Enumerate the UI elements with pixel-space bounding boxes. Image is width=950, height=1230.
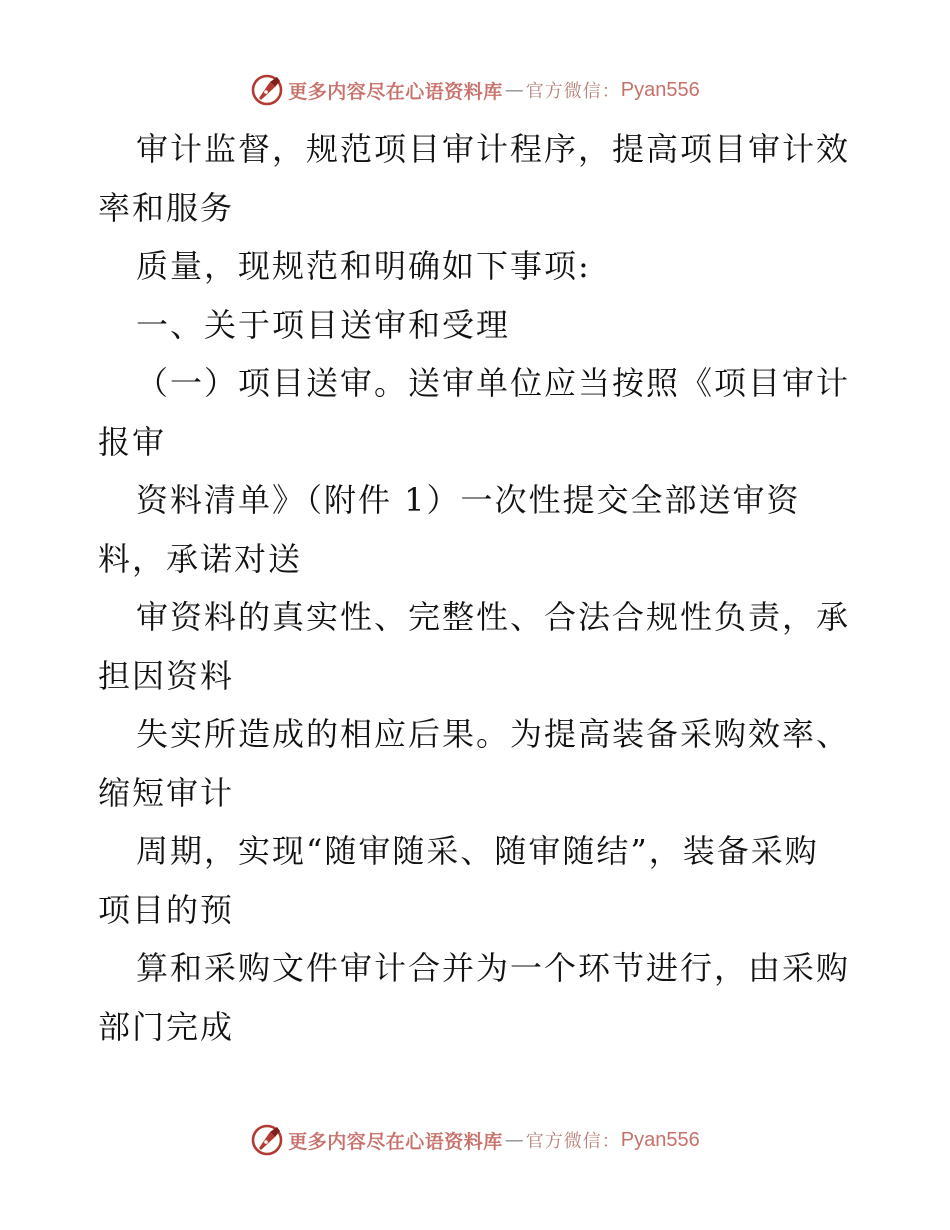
banner-title: 更多内容尽在心语资料库	[288, 1130, 503, 1153]
body-line: 周期，实现“随审随采、随审随结”，装备采购	[136, 832, 819, 870]
body-line: 料，承诺对送	[98, 539, 303, 578]
body-line: 部门完成	[98, 1007, 235, 1046]
body-line: 报审	[98, 422, 167, 461]
header-banner	[0, 70, 950, 110]
body-line: （一）项目送审。送审单位应当按照《项目审计	[136, 364, 851, 402]
pen-nib-logo-icon	[250, 73, 284, 107]
body-line: 质量，现规范和明确如下事项:	[136, 247, 591, 285]
banner-wechat-id: Pyan556	[620, 1128, 700, 1151]
body-line: 担因资料	[98, 656, 235, 695]
body-line: 失实所造成的相应后果。为提高装备采购效率、	[136, 715, 851, 753]
banner-title: 更多内容尽在心语资料库	[288, 80, 503, 103]
body-line: 缩短审计	[98, 773, 235, 812]
body-line: 审计监督，规范项目审计程序，提高项目审计效	[136, 130, 851, 168]
banner-wechat-label: 官方微信：	[525, 81, 621, 102]
banner-wechat-id: Pyan556	[620, 78, 700, 101]
body-line: 一、关于项目送审和受理	[136, 305, 511, 344]
body-line: 算和采购文件审计合并为一个环节进行，由采购	[136, 949, 851, 987]
pen-nib-logo-icon	[250, 1123, 284, 1157]
banner-dash: —	[504, 79, 524, 101]
body-line: 项目的预	[98, 890, 235, 929]
body-line: 率和服务	[98, 188, 235, 227]
document-body	[98, 120, 858, 1056]
body-line: 审资料的真实性、完整性、合法合规性负责，承	[136, 598, 851, 636]
footer-banner	[0, 1120, 950, 1160]
body-line: 资料清单》（附件 1）一次性提交全部送审资	[136, 481, 801, 519]
banner-wechat-label: 官方微信：	[525, 1131, 621, 1152]
banner-dash: —	[504, 1129, 524, 1151]
